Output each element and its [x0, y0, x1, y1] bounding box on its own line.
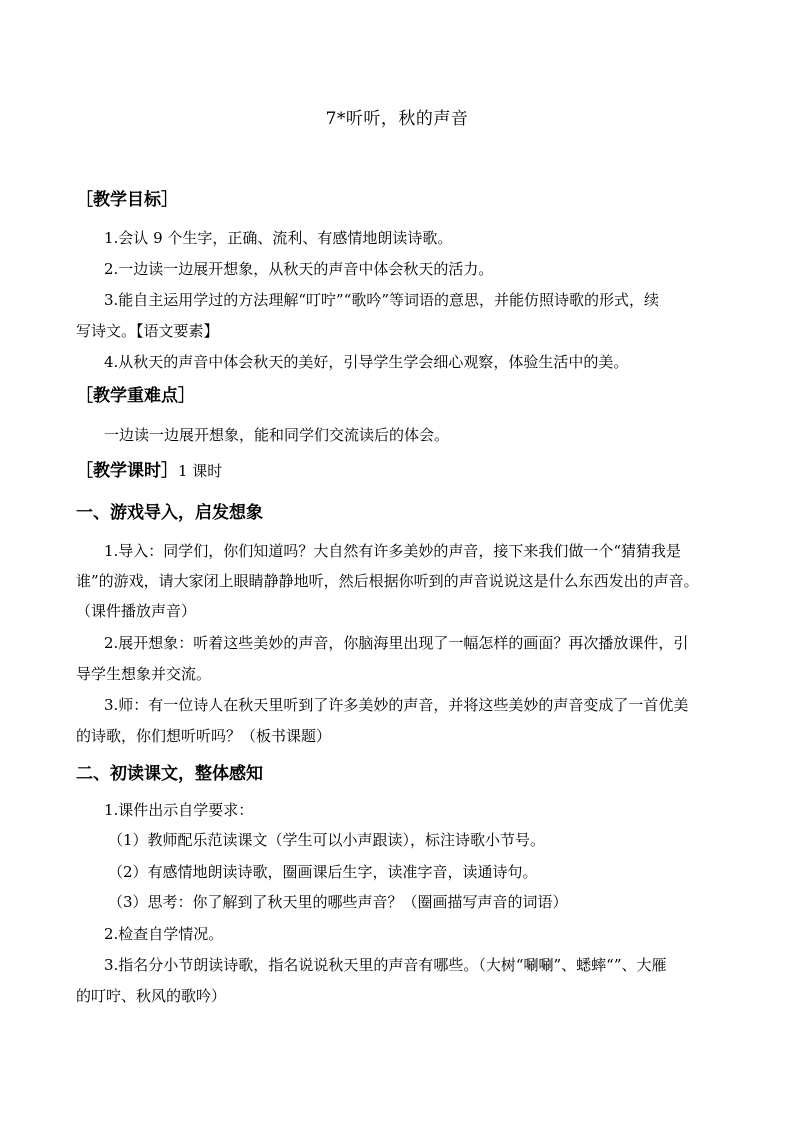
section-1-line-3: （课件播放声音） [76, 602, 197, 620]
objectives-heading: ［教学目标］ [76, 190, 178, 210]
section-2-line-6: 3.指名分小节朗读诗歌，指名说说秋天里的声音有哪些。（大树“唰唰”、蟋蟀“”、大雁 [104, 956, 667, 974]
section-2-line-1: 1.课件出示自学要求： [104, 801, 254, 819]
section-1-line-2: 谁”的游戏，请大家闭上眼睛静静地听，然后根据你听到的声音说说这是什么东西发出的声音。 [76, 572, 699, 590]
objective-item-4: 4.从秋天的声音中体会秋天的美好，引导学生学会细心观察，体验生活中的美。 [104, 353, 629, 371]
section-1-line-7: 的诗歌，你们想听听吗？（板书课题） [76, 727, 332, 745]
key-points-heading: ［教学重难点］ [76, 386, 195, 406]
key-points-text: 一边读一边展开想象，能和同学们交流读后的体会。 [104, 426, 450, 444]
section-1-heading: 一、游戏导入，启发想象 [76, 503, 263, 523]
objective-item-2: 2.一边读一边展开想象，从秋天的声音中体会秋天的活力。 [104, 260, 494, 278]
section-2-line-5: 2.检查自学情况。 [104, 925, 224, 943]
section-2-line-2: （1）教师配乐范读课文（学生可以小声跟读），标注诗歌小节号。 [108, 831, 546, 849]
objective-item-1: 1.会认 9 个生字，正确、流利、有感情地朗读诗歌。 [104, 229, 453, 247]
section-2-line-7: 的叮咛、秋风的歌吟） [76, 987, 227, 1005]
lesson-time-heading: ［教学课时］ [76, 461, 178, 481]
lesson-time-line [76, 461, 726, 481]
section-1-line-1: 1.导入：同学们，你们知道吗？大自然有许多美妙的声音，接下来我们做一个“猜猜我是 [104, 542, 681, 560]
section-1-line-6: 3.师：有一位诗人在秋天里听到了许多美妙的声音，并将这些美妙的声音变成了一首优美 [104, 696, 689, 714]
section-2-line-4: （3）思考：你了解到了秋天里的哪些声音？（圈画描写声音的词语） [108, 893, 568, 911]
section-1-line-4: 2.展开想象：听着这些美妙的声音，你脑海里出现了一幅怎样的画面？再次播放课件，引 [104, 634, 689, 652]
objective-item-3-continued: 写诗文。【语文要素】 [76, 322, 219, 340]
page-title: 7*听听，秋的声音 [325, 109, 469, 129]
section-1-line-5: 导学生想象并交流。 [76, 665, 212, 683]
section-2-line-3: （2）有感情地朗读诗歌，圈画课后生字，读准字音，读通诗句。 [108, 863, 538, 881]
objective-item-3: 3.能自主运用学过的方法理解“叮咛”“歌吟”等词语的意思，并能仿照诗歌的形式，续 [104, 291, 659, 309]
section-2-heading: 二、初读课文，整体感知 [76, 764, 263, 784]
lesson-time-value: 1 课时 [178, 462, 223, 480]
